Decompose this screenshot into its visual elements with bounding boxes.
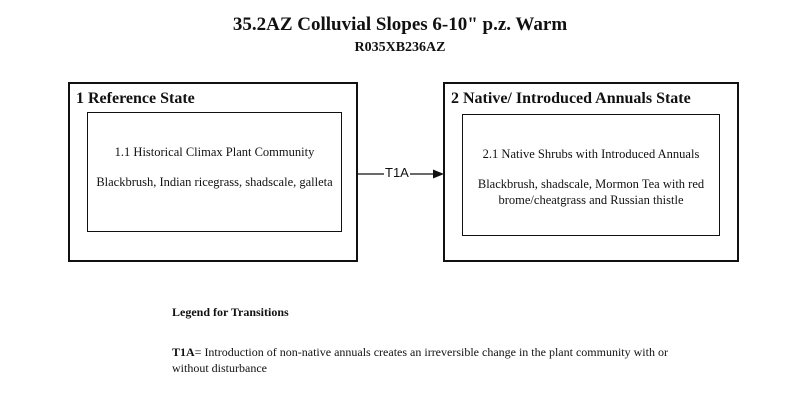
community-box-historical-climax [87,112,342,232]
community-title: 2.1 Native Shrubs with Introduced Annuals [482,147,700,161]
legend-entry [172,344,692,376]
state-box-native-introduced [443,82,739,262]
community-title: 1.1 Historical Climax Plant Community [114,145,315,159]
legend-description: = Introduction of non-native annuals creates an irreversible change in the plant community with or without disturbance [172,345,668,375]
community-box-native-shrubs [462,114,720,236]
state-header-reference: 1 Reference State [76,90,195,107]
state-box-reference [68,82,358,262]
transition-label: T1A [385,165,409,180]
legend-code: T1A [172,345,195,359]
community-species: Blackbrush, shadscale, Mormon Tea with red brome/cheatgrass and Russian thistle [477,177,705,207]
community-species: Blackbrush, Indian ricegrass, shadscale, galleta [96,175,333,189]
diagram-title: 35.2AZ Colluvial Slopes 6-10" p.z. Warm [232,14,568,35]
diagram-subtitle: R035XB236AZ [354,40,446,55]
state-header-native-introduced: 2 Native/ Introduced Annuals State [451,90,691,107]
legend-title: Legend for Transitions [172,305,289,319]
